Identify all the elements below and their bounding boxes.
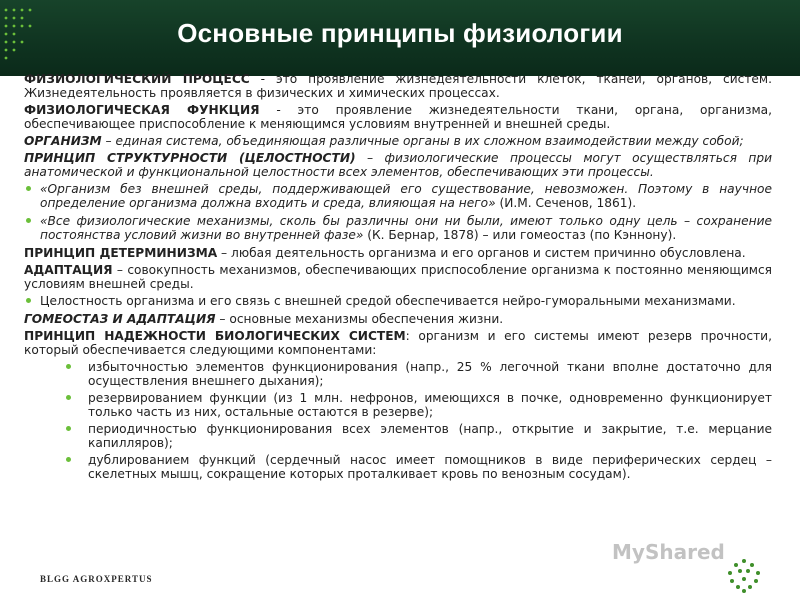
reservation-text: резервированием функции (из 1 млн. нефронов, имеющихся в почке, одновременно функционирует только часть из них, остальные остаются в резерве);	[88, 391, 772, 419]
quote-bernard: «Все физиологические механизмы, сколь бы различны они ни были, имеют только одну цель – сохранение постоянства условий жизни во внутренней фазе»	[40, 214, 772, 242]
dot-globe-logo-icon	[722, 555, 766, 595]
term-homeostasis: ГОМЕОСТАЗ И АДАПТАЦИЯ	[24, 312, 216, 326]
bullet-icon	[66, 457, 71, 462]
bullet-icon	[66, 426, 71, 431]
citation-bernard: (К. Бернар, 1878) – или гомеостаз (по Кэннону).	[363, 228, 677, 242]
term-physiological-process: ФИЗИОЛОГИЧЕСКИЙ ПРОЦЕСС	[24, 72, 250, 86]
slide-content	[24, 72, 772, 484]
definition-determinism: – любая деятельность организма и его органов и систем причинно обусловлена.	[217, 246, 746, 260]
term-structure-principle: ПРИНЦИП СТРУКТУРНОСТИ (ЦЕЛОСТНОСТИ)	[24, 151, 356, 165]
slide-header	[0, 0, 800, 76]
list-item-redundancy	[24, 360, 772, 388]
definition-structure-principle: – физиологические процессы могут осуществляться при анатомической и функциональной целостности всех элементов, обеспечивающих эти процессы.	[24, 151, 772, 179]
list-item-reservation	[24, 391, 772, 419]
paragraph-determinism	[24, 246, 772, 260]
term-reliability: ПРИНЦИП НАДЕЖНОСТИ БИОЛОГИЧЕСКИХ СИСТЕМ	[24, 329, 406, 343]
paragraph-homeostasis	[24, 312, 772, 326]
term-physiological-function: ФИЗИОЛОГИЧЕСКАЯ ФУНКЦИЯ	[24, 103, 260, 117]
term-determinism: ПРИНЦИП ДЕТЕРМИНИЗМА	[24, 246, 218, 260]
bullet-icon	[26, 186, 31, 191]
paragraph-organism	[24, 134, 772, 148]
paragraph-physiological-function	[24, 103, 772, 131]
definition-homeostasis: – основные механизмы обеспечения жизни.	[215, 312, 504, 326]
paragraph-adaptation	[24, 263, 772, 291]
bullet-icon	[26, 218, 31, 223]
redundancy-text: избыточностью элементов функционирования (напр., 25 % легочной ткани вполне достаточно для осуществления внешнего дыхания);	[88, 360, 772, 388]
integrity-text: Целостность организма и его связь с внешней средой обеспечивается нейро-гуморальными механизмами.	[40, 294, 736, 308]
bullet-icon	[26, 298, 31, 303]
watermark: MyShared	[612, 540, 725, 564]
definition-organism: – единая система, объединяющая различные органы в их сложном взаимодействии между собой;	[101, 134, 744, 148]
periodicity-text: периодичностью функционирования всех элементов (напр., открытие и закрытие, т.е. мерцание капилляров);	[88, 422, 772, 450]
quote-sechenov: «Организм без внешней среды, поддерживающей его существование, невозможен. Поэтому в научное определение организма должна входить и среда, влияющая на него»	[40, 182, 772, 210]
definition-reliability: : организм и его системы имеют резерв прочности, который обеспечивается следующими компонентами:	[24, 329, 772, 357]
page-title: Основные принципы физиологии	[177, 18, 623, 48]
definition-physiological-process: - это проявление жизнедеятельности клеток, тканей, органов, систем. Жизнедеятельность проявляется в физических и химических процессах.	[24, 72, 772, 100]
citation-sechenov: (И.М. Сеченов, 1861).	[495, 196, 637, 210]
bullet-icon	[66, 364, 71, 369]
list-item-bernard-quote	[24, 214, 772, 242]
term-organism: ОРГАНИЗМ	[24, 134, 102, 148]
definition-adaptation: – совокупность механизмов, обеспечивающих приспособление организма к постоянно меняющимся условиям внешней среды.	[24, 263, 772, 291]
bullet-icon	[66, 395, 71, 400]
company-logo: BLGG AGROXPERTUS	[40, 574, 153, 584]
paragraph-reliability	[24, 329, 772, 357]
paragraph-structure-principle	[24, 151, 772, 179]
list-item-sechenov-quote	[24, 182, 772, 210]
paragraph-physiological-process	[24, 72, 772, 100]
list-item-periodicity	[24, 422, 772, 450]
list-item-integrity	[24, 294, 772, 308]
term-adaptation: АДАПТАЦИЯ	[24, 263, 113, 277]
duplication-text: дублированием функций (сердечный насос имеет помощников в виде периферических сердец – скелетных мышц, сокращение которых проталкивает кровь по венозным сосудам).	[88, 453, 772, 481]
definition-physiological-function: - это проявление жизнедеятельности ткани, органа, организма, обеспечивающее приспособление к меняющимся условиям внутренней и внешней среды.	[24, 103, 772, 131]
list-item-duplication	[24, 453, 772, 481]
